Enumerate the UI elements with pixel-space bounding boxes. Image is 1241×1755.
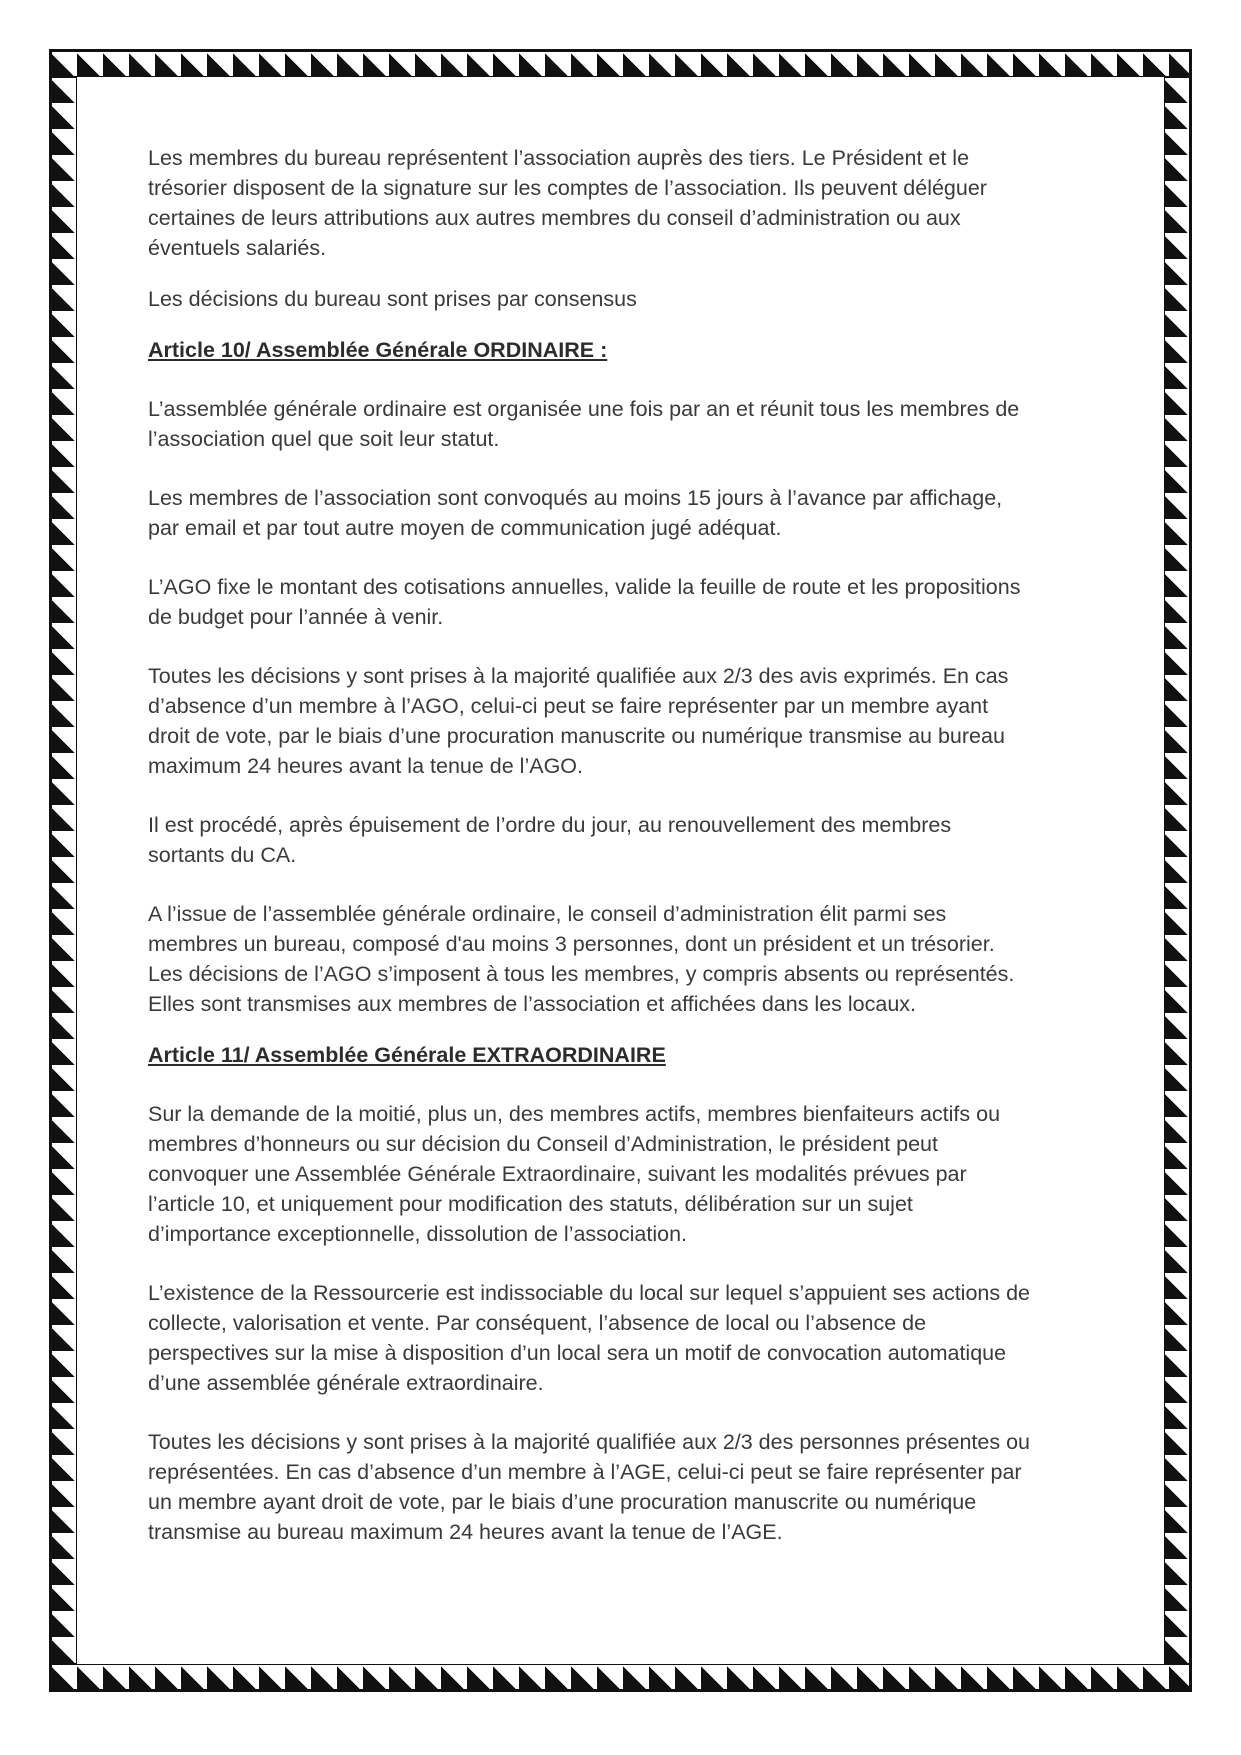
paragraph-bureau-decisions: Les décisions du bureau sont prises par consensus [148, 287, 637, 311]
heading-article-10: Article 10/ Assemblée Générale ORDINAIRE : [148, 338, 608, 362]
paragraph-age-local: L’existence de la Ressourcerie est indissociable du local sur lequel s’appuient ses actions de collecte, valorisation et vente. Par conséquent, l’absence de local ou l’absence de perspectives sur la mise à disposition d’un local sera un motif de convocation automatique d’une assemblée générale extraordinaire. [148, 1281, 1031, 1395]
paragraph-bureau-representation: Les membres du bureau représentent l’association auprès des tiers. Le Président et le trésorier disposent de la signature sur les comptes de l’association. Ils peuvent déléguer certaines de leurs attributions aux autres membres du conseil d’administration ou aux éventuels salariés. [148, 146, 987, 260]
paragraph-age-convocation: Sur la demande de la moitié, plus un, des membres actifs, membres bienfaiteurs actifs ou membres d’honneurs ou sur décision du Conseil d’Administration, le président peut convoquer une Assemblée Générale Extraordinaire, suivant les modalités prévues par l’article 10, et uniquement pour modification des statuts, délibération sur un sujet d’importance exceptionnelle, dissolution de l’association. [148, 1102, 1001, 1246]
document-body [148, 143, 1108, 1547]
paragraph-ago-renouvellement: Il est procédé, après épuisement de l’ordre du jour, au renouvellement des membres sortants du CA. [148, 813, 952, 867]
paragraph-ago-organisation: L’assemblée générale ordinaire est organisée une fois par an et réunit tous les membres de l’association quel que soit leur statut. [148, 397, 1020, 451]
border-left-pattern [51, 77, 77, 1664]
paragraph-ago-election-bureau: A l’issue de l’assemblée générale ordinaire, le conseil d’administration élit parmi ses membres un bureau, composé d'au moins 3 personnes, dont un président et un trésorier. Les décisions de l’AGO s’imposent à tous les membres, y compris absents ou représentés. Elles sont transmises aux membres de l’association et affichées dans les locaux. [148, 902, 1015, 1016]
border-top-pattern [51, 51, 1190, 77]
paragraph-ago-decisions: Toutes les décisions y sont prises à la majorité qualifiée aux 2/3 des avis exprimés. En cas d’absence d’un membre à l’AGO, celui-ci peut se faire représenter par un membre ayant droit de vote, par le biais d’une procuration manuscrite ou numérique transmise au bureau maximum 24 heures avant la tenue de l’AGO. [148, 664, 1009, 778]
paragraph-age-decisions: Toutes les décisions y sont prises à la majorité qualifiée aux 2/3 des personnes présentes ou représentées. En cas d’absence d’un membre à l’AGE, celui-ci peut se faire représenter par un membre ayant droit de vote, par le biais d’une procuration manuscrite ou numérique transmise au bureau maximum 24 heures avant la tenue de l’AGE. [148, 1430, 1031, 1544]
border-bottom-pattern [51, 1664, 1190, 1690]
paragraph-ago-cotisations: L’AGO fixe le montant des cotisations annuelles, valide la feuille de route et les propositions de budget pour l’année à venir. [148, 575, 1021, 629]
paragraph-ago-convocation: Les membres de l’association sont convoqués au moins 15 jours à l’avance par affichage, par email et par tout autre moyen de communication jugé adéquat. [148, 486, 1003, 540]
heading-article-11: Article 11/ Assemblée Générale EXTRAORDINAIRE [148, 1043, 666, 1067]
border-right-pattern [1164, 77, 1190, 1664]
